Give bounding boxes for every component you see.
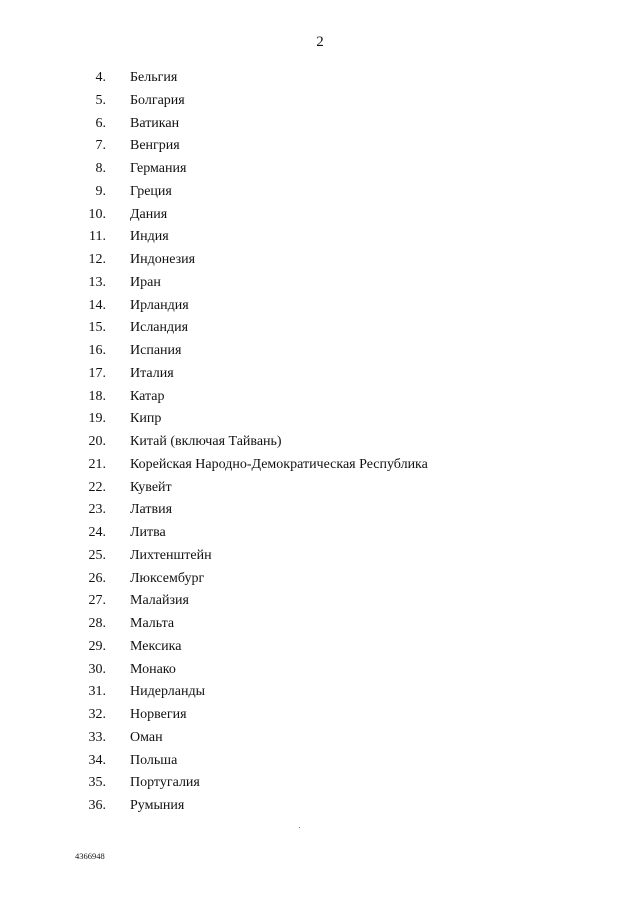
list-item bbox=[0, 181, 640, 204]
item-number: 34. bbox=[88, 752, 106, 768]
country-name: Катар bbox=[130, 388, 165, 404]
country-name: Индия bbox=[130, 229, 169, 245]
item-number: 28. bbox=[88, 616, 106, 631]
country-name: Кувейт bbox=[130, 479, 172, 495]
list-item bbox=[0, 386, 640, 409]
list-item bbox=[0, 204, 640, 227]
list-item bbox=[0, 636, 640, 659]
list-item bbox=[0, 590, 640, 613]
list-item bbox=[0, 499, 640, 522]
item-number: 8. bbox=[95, 161, 106, 176]
item-number: 21. bbox=[88, 456, 106, 472]
item-number: 11. bbox=[89, 229, 106, 245]
item-number: 7. bbox=[95, 138, 106, 154]
country-name: Малайзия bbox=[130, 593, 189, 609]
list-item bbox=[0, 659, 640, 682]
item-number: 6. bbox=[95, 115, 106, 131]
country-name: Болгария bbox=[130, 92, 185, 108]
list-item bbox=[0, 727, 640, 750]
country-name: Исландия bbox=[130, 320, 189, 336]
country-name: Литва bbox=[130, 525, 166, 540]
country-name: Польша bbox=[130, 752, 178, 768]
country-name: Монако bbox=[130, 661, 176, 677]
list-item bbox=[0, 90, 640, 113]
item-number: 15. bbox=[88, 320, 106, 336]
country-name: Венгрия bbox=[130, 138, 180, 154]
item-number: 30. bbox=[88, 661, 106, 677]
country-name: Индонезия bbox=[130, 252, 196, 267]
country-name: Иран bbox=[130, 274, 161, 290]
list-item bbox=[0, 431, 640, 454]
list-item bbox=[0, 363, 640, 386]
list-item bbox=[0, 226, 640, 249]
document-code: 4366948 bbox=[75, 851, 105, 861]
item-number: 16. bbox=[88, 343, 106, 358]
item-number: 9. bbox=[95, 183, 106, 199]
country-name: Мальта bbox=[130, 616, 175, 631]
list-item bbox=[0, 67, 640, 90]
item-number: 17. bbox=[88, 365, 106, 381]
list-item bbox=[0, 613, 640, 636]
list-item bbox=[0, 113, 640, 136]
country-name: Норвегия bbox=[130, 707, 187, 722]
country-name: Ватикан bbox=[130, 115, 180, 131]
list-item bbox=[0, 317, 640, 340]
country-name: Латвия bbox=[130, 502, 173, 518]
country-name: Нидерланды bbox=[130, 684, 205, 700]
item-number: 5. bbox=[95, 92, 106, 108]
list-item bbox=[0, 249, 640, 272]
list-item bbox=[0, 772, 640, 795]
country-name: Китай (включая Тайвань) bbox=[130, 434, 282, 449]
item-number: 29. bbox=[88, 638, 106, 654]
item-number: 14. bbox=[88, 297, 106, 313]
item-number: 31. bbox=[88, 684, 106, 700]
item-number: 13. bbox=[88, 274, 106, 290]
country-list bbox=[0, 67, 640, 818]
item-number: 20. bbox=[88, 434, 106, 449]
item-number: 25. bbox=[88, 547, 106, 563]
country-name: Лихтенштейн bbox=[130, 547, 212, 563]
country-name: Ирландия bbox=[130, 297, 189, 313]
item-number: 10. bbox=[88, 206, 106, 222]
country-name: Оман bbox=[130, 729, 163, 745]
item-number: 23. bbox=[88, 502, 106, 518]
item-number: 22. bbox=[88, 479, 106, 495]
item-number: 12. bbox=[88, 252, 106, 267]
item-number: 36. bbox=[88, 798, 106, 813]
country-name: Дания bbox=[130, 206, 168, 222]
list-item bbox=[0, 568, 640, 591]
country-name: Испания bbox=[130, 343, 182, 358]
item-number: 4. bbox=[95, 70, 106, 85]
country-name: Кипр bbox=[130, 411, 162, 427]
scan-dot bbox=[299, 827, 300, 828]
page-number: 2 bbox=[316, 34, 324, 50]
list-item bbox=[0, 477, 640, 500]
item-number: 19. bbox=[88, 411, 106, 427]
item-number: 26. bbox=[88, 570, 106, 586]
list-item bbox=[0, 135, 640, 158]
item-number: 32. bbox=[88, 707, 106, 722]
list-item bbox=[0, 545, 640, 568]
country-name: Люксембург bbox=[130, 570, 205, 586]
list-item bbox=[0, 704, 640, 727]
list-item bbox=[0, 795, 640, 818]
item-number: 27. bbox=[88, 593, 106, 609]
item-number: 18. bbox=[88, 388, 106, 404]
item-number: 35. bbox=[88, 775, 106, 791]
country-name: Германия bbox=[130, 161, 187, 176]
country-name: Бельгия bbox=[130, 70, 178, 85]
list-item bbox=[0, 158, 640, 181]
list-item bbox=[0, 750, 640, 773]
list-item bbox=[0, 340, 640, 363]
country-name: Румыния bbox=[130, 798, 185, 813]
list-item bbox=[0, 272, 640, 295]
item-number: 33. bbox=[88, 729, 106, 745]
list-item bbox=[0, 522, 640, 545]
item-number: 24. bbox=[88, 525, 106, 540]
list-item bbox=[0, 408, 640, 431]
country-name: Корейская Народно-Демократическая Республика bbox=[130, 456, 428, 472]
list-item bbox=[0, 295, 640, 318]
list-item bbox=[0, 681, 640, 704]
country-name: Мексика bbox=[130, 638, 182, 654]
list-item bbox=[0, 454, 640, 477]
country-name: Италия bbox=[130, 365, 174, 381]
country-name: Греция bbox=[130, 183, 172, 199]
country-name: Португалия bbox=[130, 775, 200, 791]
